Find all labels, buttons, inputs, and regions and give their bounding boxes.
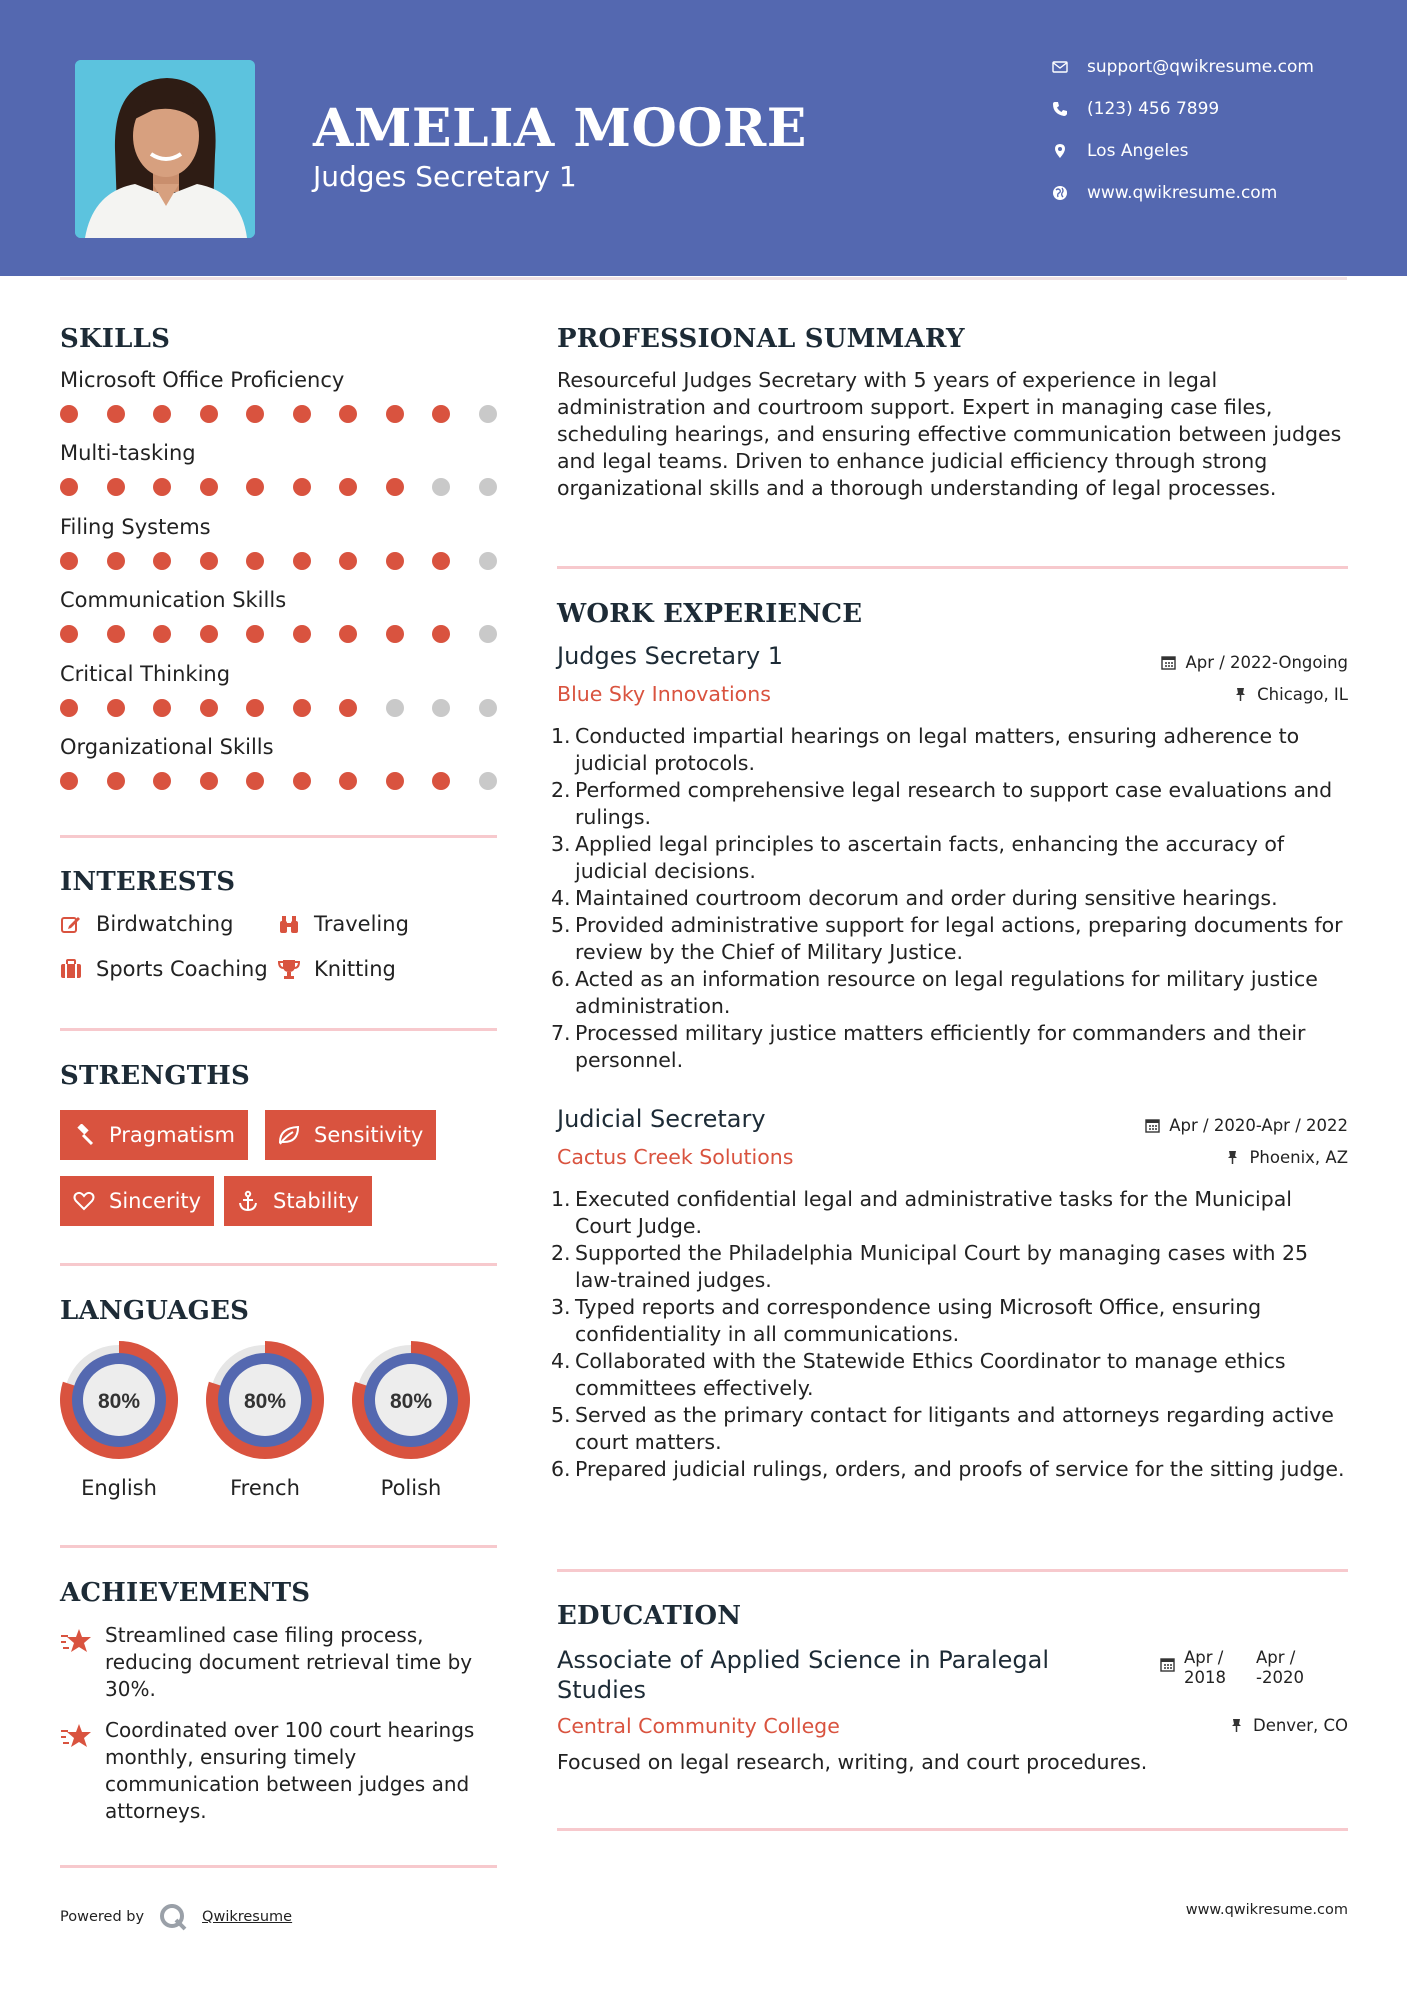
job-dates-text: Apr / 2020-Apr / 2022 (1169, 1116, 1348, 1135)
bullet-text: Provided administrative support for legal actions, preparing documents for review by the Chief of Military Justice. (575, 913, 1343, 964)
list-item: 7. Processed military justice matters efficiently for commanders and their personnel. (551, 1021, 1306, 1072)
skill-dot-filled (153, 625, 171, 643)
header-banner (0, 0, 1407, 276)
section-divider (557, 1569, 1348, 1572)
job-location-text: Chicago, IL (1257, 685, 1348, 704)
skill-dot-filled (60, 552, 78, 570)
skill-dot-filled (200, 699, 218, 717)
skill-dot-empty (479, 625, 497, 643)
job-dates-text: Apr / 2022-Ongoing (1185, 653, 1348, 672)
skill-dot-filled (107, 699, 125, 717)
job-bullets (551, 1186, 1351, 1483)
language-name: English (81, 1476, 157, 1500)
strength-label: Stability (273, 1189, 359, 1213)
pushpin-icon (1233, 687, 1248, 702)
candidate-name: AMELIA MOORE (313, 98, 807, 159)
company-name: Blue Sky Innovations (557, 682, 771, 706)
skill-dot-filled (107, 552, 125, 570)
skill-dot-filled (107, 405, 125, 423)
powered-by-label: Powered by (60, 1909, 145, 1925)
bullet-text: Served as the primary contact for litigants and attorneys regarding active court matters. (575, 1403, 1334, 1454)
skill-dot-filled (60, 772, 78, 790)
bullet-text: Applied legal principles to ascertain facts, enhancing the accuracy of judicial decisions. (575, 832, 1285, 883)
skill-dot-empty (386, 699, 404, 717)
list-item: 6. Prepared judicial rulings, orders, and proofs of service for the sitting judge. (551, 1457, 1345, 1481)
interests-heading: INTERESTS (60, 867, 236, 897)
globe-icon (1050, 185, 1070, 201)
education-start (1184, 1648, 1256, 1688)
binoculars-icon (278, 913, 300, 935)
skill-dot-filled (153, 552, 171, 570)
section-divider (60, 1865, 497, 1868)
contact-website[interactable] (1050, 183, 1277, 203)
languages-heading: LANGUAGES (60, 1296, 250, 1326)
education-heading: EDUCATION (557, 1601, 742, 1631)
pushpin-icon (1225, 1150, 1240, 1165)
job-location-text: Phoenix, AZ (1249, 1148, 1348, 1167)
skill-dot-filled (107, 478, 125, 496)
calendar-icon (1160, 1657, 1175, 1672)
skill-name: Communication Skills (60, 588, 287, 612)
skill-dot-filled (107, 625, 125, 643)
skill-dot-filled (339, 699, 357, 717)
list-item: 2. Supported the Philadelphia Municipal Court by managing cases with 25 law-trained judges. (551, 1241, 1309, 1292)
date-dash: - (1256, 1668, 1262, 1687)
skill-name: Filing Systems (60, 515, 211, 539)
contact-phone-text: (123) 456 7899 (1087, 99, 1220, 119)
language-percent: 80% (389, 1390, 433, 1413)
list-item: 1. Executed confidential legal and administrative tasks for the Municipal Court Judge. (551, 1187, 1292, 1238)
skill-dot-filled (386, 405, 404, 423)
skill-dot-filled (293, 625, 311, 643)
pushpin-icon (1229, 1718, 1244, 1733)
skill-name: Critical Thinking (60, 662, 231, 686)
anchor-icon (237, 1190, 259, 1212)
skills-heading: SKILLS (60, 324, 171, 354)
star-medal-icon (60, 1626, 94, 1656)
list-item: 4. Collaborated with the Statewide Ethics Coordinator to manage ethics committees effectively. (551, 1349, 1286, 1400)
achievement-item (60, 1622, 500, 1703)
job-location (1225, 1148, 1348, 1167)
strength-tag (60, 1176, 214, 1226)
job-title: Judges Secretary 1 (557, 642, 784, 670)
language-gauge (57, 1338, 181, 1462)
job-title: Judicial Secretary (557, 1105, 766, 1133)
strength-tag (224, 1176, 372, 1226)
skill-dot-filled (339, 625, 357, 643)
skill-dot-filled (200, 405, 218, 423)
calendar-icon (1145, 1118, 1160, 1133)
section-divider (557, 1828, 1348, 1831)
candidate-title: Judges Secretary 1 (313, 160, 577, 193)
school-name: Central Community College (557, 1714, 840, 1738)
interest-item (278, 912, 409, 936)
strengths-heading: STRENGTHS (60, 1061, 251, 1091)
list-item: 4. Maintained courtroom decorum and order during sensitive hearings. (551, 886, 1278, 910)
skill-dot-filled (246, 405, 264, 423)
footer-site-link[interactable]: www.qwikresume.com (1185, 1902, 1348, 1918)
skill-dot-filled (432, 552, 450, 570)
list-item: 1. Conducted impartial hearings on legal matters, ensuring adherence to judicial protocols. (551, 724, 1300, 775)
bullet-text: Supported the Philadelphia Municipal Court by managing cases with 25 law-trained judges. (575, 1241, 1309, 1292)
company-name: Cactus Creek Solutions (557, 1145, 794, 1169)
skill-name: Multi-tasking (60, 441, 196, 465)
language-percent: 80% (97, 1390, 141, 1413)
skill-dot-empty (479, 405, 497, 423)
interest-item (60, 912, 233, 936)
skill-dot-filled (293, 772, 311, 790)
calendar-icon (1161, 655, 1176, 670)
job-dates (1145, 1116, 1348, 1135)
qwikresume-logo-icon (158, 1902, 188, 1932)
strength-label: Sincerity (109, 1189, 202, 1213)
summary-text: Resourceful Judges Secretary with 5 years of experience in legal administration and courtroom support. Expert in managing case files, scheduling hearings, and ensuring effective communication between judges and legal teams. Driven to enhance judicial efficiency through strong organizational skills and a thorough understanding of legal processes. (557, 368, 1342, 500)
list-item: 3. Typed reports and correspondence using Microsoft Office, ensuring confidentiality in all communications. (551, 1295, 1262, 1346)
skill-dot-filled (386, 552, 404, 570)
footer-powered (60, 1902, 292, 1932)
job-dates (1161, 653, 1348, 672)
list-item: 5. Served as the primary contact for litigants and attorneys regarding active court matters. (551, 1403, 1334, 1454)
interest-label: Knitting (314, 957, 396, 981)
leaf-icon (278, 1124, 300, 1146)
contact-website-text: www.qwikresume.com (1087, 183, 1278, 203)
list-item: 2. Performed comprehensive legal research to support case evaluations and rulings. (551, 778, 1333, 829)
date-part: Apr / (1184, 1648, 1224, 1667)
skill-dot-filled (339, 405, 357, 423)
interest-label: Sports Coaching (96, 957, 268, 981)
date-part: 2018 (1184, 1668, 1226, 1687)
bullet-text: Conducted impartial hearings on legal matters, ensuring adherence to judicial protocols. (575, 724, 1300, 775)
language-name: French (230, 1476, 300, 1500)
envelope-icon (1050, 59, 1070, 75)
heart-icon (73, 1190, 95, 1212)
bullet-text: Performed comprehensive legal research to support case evaluations and rulings. (575, 778, 1333, 829)
interest-item (60, 957, 268, 981)
skill-dot-filled (107, 772, 125, 790)
skill-dot-filled (339, 552, 357, 570)
achievements-heading: ACHIEVEMENTS (60, 1578, 311, 1608)
education-location-text: Denver, CO (1252, 1716, 1348, 1735)
strength-label: Pragmatism (109, 1123, 235, 1147)
interest-item (278, 957, 396, 981)
achievement-text: Coordinated over 100 court hearings monthly, ensuring timely communication between judges and attorneys. (105, 1718, 475, 1823)
education-dates (1160, 1648, 1304, 1688)
star-medal-icon (60, 1721, 94, 1751)
skill-dot-filled (339, 772, 357, 790)
language-gauge (349, 1338, 473, 1462)
skill-dot-filled (246, 552, 264, 570)
phone-icon (1050, 101, 1070, 117)
job-location (1233, 685, 1348, 704)
bullet-text: Maintained courtroom decorum and order during sensitive hearings. (575, 886, 1278, 910)
job-bullets (551, 723, 1351, 1074)
skill-dot-filled (153, 405, 171, 423)
skill-dot-filled (293, 478, 311, 496)
summary-heading: PROFESSIONAL SUMMARY (557, 324, 965, 354)
skill-dot-filled (246, 625, 264, 643)
interest-label: Birdwatching (96, 912, 234, 936)
degree-title (557, 1645, 1049, 1705)
date-part: 2020 (1261, 1668, 1304, 1687)
experience-heading: WORK EXPERIENCE (557, 599, 863, 629)
skill-dot-filled (432, 772, 450, 790)
skill-dot-filled (200, 552, 218, 570)
language-gauge (203, 1338, 327, 1462)
skill-dot-filled (293, 552, 311, 570)
bullet-text: Prepared judicial rulings, orders, and proofs of service for the sitting judge. (575, 1457, 1345, 1481)
pencil-square-icon (60, 913, 82, 935)
skill-name: Organizational Skills (60, 735, 274, 759)
skill-dot-filled (246, 699, 264, 717)
contact-email[interactable] (1050, 57, 1314, 77)
language-name: Polish (380, 1476, 442, 1500)
skill-dot-empty (479, 478, 497, 496)
language-percent: 80% (243, 1390, 287, 1413)
location-pin-icon (1050, 143, 1070, 159)
skill-dot-filled (200, 772, 218, 790)
bullet-text: Executed confidential legal and administrative tasks for the Municipal Court Judge. (575, 1187, 1292, 1238)
skill-dot-filled (293, 405, 311, 423)
interest-label: Traveling (314, 912, 409, 936)
skill-dot-filled (432, 405, 450, 423)
section-divider (60, 1545, 497, 1548)
skill-dot-filled (432, 625, 450, 643)
skill-name: Microsoft Office Proficiency (60, 368, 345, 392)
education-end (1256, 1648, 1304, 1688)
skill-dot-empty (432, 478, 450, 496)
bullet-text: Collaborated with the Statewide Ethics Coordinator to manage ethics committees effectively. (575, 1349, 1286, 1400)
skill-dot-filled (246, 772, 264, 790)
skill-dot-filled (339, 478, 357, 496)
skill-dot-filled (60, 478, 78, 496)
skill-dot-filled (200, 625, 218, 643)
date-part: Apr / (1256, 1648, 1296, 1667)
skill-dot-filled (386, 625, 404, 643)
skill-dot-empty (479, 772, 497, 790)
education-description: Focused on legal research, writing, and court procedures. (557, 1750, 1148, 1774)
strength-label: Sensitivity (314, 1123, 424, 1147)
degree-line: Studies (557, 1676, 647, 1704)
section-divider (60, 1263, 497, 1266)
skill-dot-filled (153, 772, 171, 790)
skill-dot-empty (479, 699, 497, 717)
skill-dot-empty (432, 699, 450, 717)
achievement-text: Streamlined case filing process, reducing document retrieval time by 30%. (105, 1623, 473, 1701)
skill-dot-filled (60, 405, 78, 423)
education-location (1229, 1716, 1348, 1735)
skill-dot-filled (386, 478, 404, 496)
header-divider (60, 277, 1347, 280)
contact-location (1050, 141, 1189, 161)
skill-dot-filled (60, 699, 78, 717)
contact-location-text: Los Angeles (1087, 141, 1189, 161)
section-divider (60, 835, 497, 838)
skill-dot-filled (386, 772, 404, 790)
degree-line: Associate of Applied Science in Paralegal (557, 1646, 1049, 1674)
section-divider (557, 566, 1348, 569)
list-item: 3. Applied legal principles to ascertain facts, enhancing the accuracy of judicial decisions. (551, 832, 1285, 883)
qwikresume-link[interactable]: Qwikresume (202, 1909, 293, 1925)
skill-dot-filled (293, 699, 311, 717)
briefcase-icon (60, 958, 82, 980)
gavel-icon (73, 1124, 95, 1146)
section-divider (60, 1028, 497, 1031)
skill-dot-filled (246, 478, 264, 496)
skill-dot-filled (200, 478, 218, 496)
bullet-text: Processed military justice matters efficiently for commanders and their personnel. (575, 1021, 1306, 1072)
skill-dot-filled (153, 478, 171, 496)
strength-tag (265, 1110, 436, 1160)
bullet-text: Typed reports and correspondence using Microsoft Office, ensuring confidentiality in all communications. (575, 1295, 1262, 1346)
bullet-text: Acted as an information resource on legal regulations for military justice administration. (575, 967, 1318, 1018)
achievement-item (60, 1717, 500, 1825)
skill-dot-filled (153, 699, 171, 717)
trophy-icon (278, 958, 300, 980)
skill-dot-filled (60, 625, 78, 643)
contact-email-text: support@qwikresume.com (1087, 57, 1314, 77)
list-item: 6. Acted as an information resource on legal regulations for military justice administration. (551, 967, 1318, 1018)
skill-dot-empty (479, 552, 497, 570)
contact-phone[interactable] (1050, 99, 1219, 119)
profile-photo (75, 60, 255, 238)
strength-tag (60, 1110, 248, 1160)
list-item: 5. Provided administrative support for legal actions, preparing documents for review by the Chief of Military Justice. (551, 913, 1343, 964)
